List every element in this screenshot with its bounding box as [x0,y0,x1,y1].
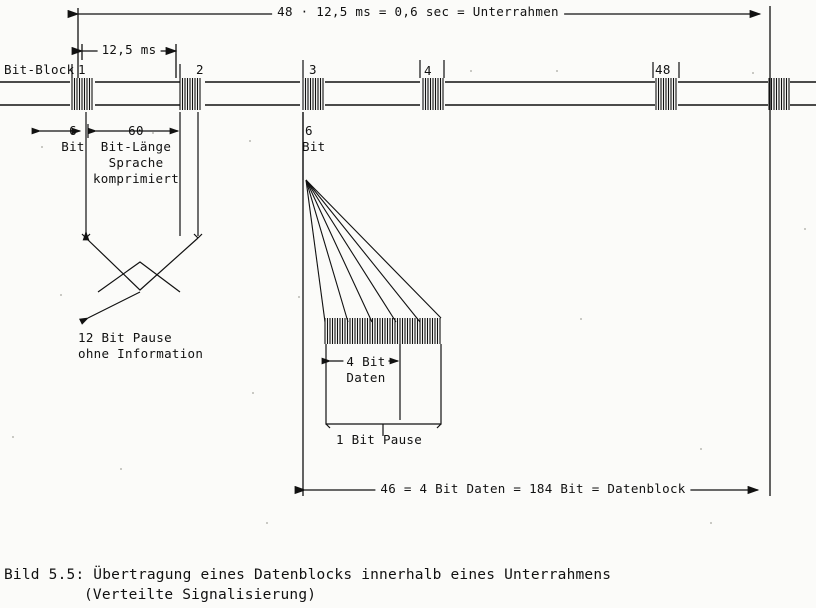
signal-baseline [0,82,816,105]
sixty-bit-value: 60 [128,123,144,138]
bit-block-burst-48 [656,78,676,110]
pause-bracket [82,232,202,318]
pause-label-line1: 12 Bit Pause [78,330,172,345]
block-number-4: 4 [424,63,432,78]
bit-block-label: Bit-Block [4,62,75,77]
bit-block-burst-4 [423,78,443,110]
four-bit-unit-label: Daten [346,370,386,385]
six-bit-left-value: 6 [69,123,77,138]
four-bit-label: 4 Bit [343,354,388,369]
six-bit-left-unit: Bit [61,139,85,154]
bit-block-burst-1 [72,78,92,110]
bit-block-burst-2 [180,78,200,110]
bit-block-burst-trailing [769,78,789,110]
bit-block-burst-3 [303,78,323,110]
block-number-2: 2 [196,62,204,77]
block-number-3: 3 [309,62,317,77]
one-bit-pause-label: 1 Bit Pause [336,432,423,447]
sixty-bit-line4: komprimiert [92,171,180,186]
six-bit-right-value: 6 [305,123,313,138]
pause-label-line2: ohne Information [78,346,204,361]
slot-duration-label: 12,5 ms [98,42,161,57]
datablock-total-label: 46 = 4 Bit Daten = 184 Bit = Datenblock [375,481,690,496]
block-number-48: 48 [655,62,671,77]
figure-caption-line1: Bild 5.5: Übertragung eines Datenblocks innerhalb eines Unterrahmens [4,567,612,583]
sixty-bit-line2: Bit-Länge [100,139,172,154]
expansion-fan-lines [306,180,441,322]
block-number-ticks [72,60,679,78]
six-bit-right-unit: Bit [302,139,326,154]
figure-caption-line2: (Verteilte Signalisierung) [84,587,317,603]
data-detail-burst [325,318,440,344]
block-number-1: 1 [78,62,86,77]
subframe-span-label: 48 · 12,5 ms = 0,6 sec = Unterrahmen [272,4,564,19]
sixty-bit-line3: Sprache [108,155,164,170]
